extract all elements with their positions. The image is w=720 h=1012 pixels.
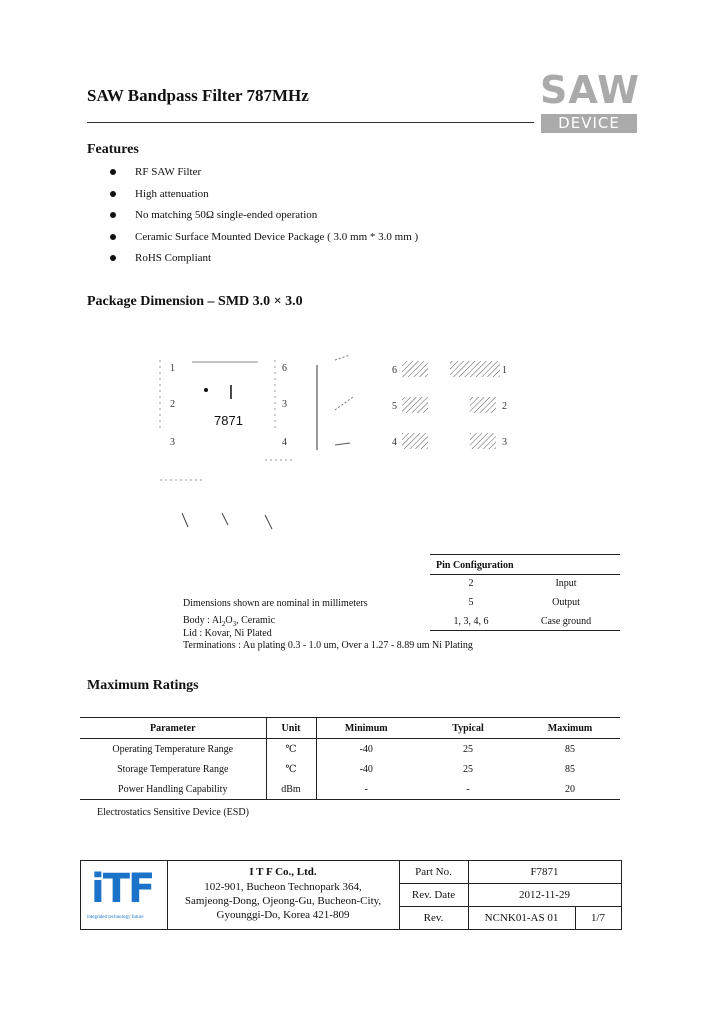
address-line: Samjeong-Dong, Ojeong-Gu, Bucheon-City, [184, 895, 382, 907]
table-cell: 85 [565, 763, 575, 775]
chip-marking: 7871 [214, 413, 243, 428]
terminations-note: Terminations : Au plating 0.3 - 1.0 um, Over a 1.27 - 8.89 um Ni Plating [183, 640, 473, 651]
table-cell: - [316, 779, 416, 800]
table-row [80, 779, 620, 800]
features-heading: Features [87, 142, 139, 157]
logo-device-text: DEVICE [558, 114, 620, 132]
table-cell: ℃ [266, 739, 316, 760]
dimension-marks [160, 480, 272, 529]
table-cell: Operating Temperature Range [80, 739, 266, 760]
pin-label: 4 [392, 437, 397, 448]
body-material: Body : $Al_2O_3$, Ceramic [183, 615, 276, 628]
pin-label: 2 [502, 401, 507, 412]
side-view [317, 355, 353, 450]
table-cell: 25 [463, 743, 473, 755]
bullet-icon [110, 169, 116, 175]
bullet-icon [110, 212, 116, 218]
bullet-icon [110, 191, 116, 197]
esd-note: Electrostatics Sensitive Device (ESD) [97, 807, 249, 818]
part-no-label: Part No. [415, 866, 452, 878]
rev-value: NCNK01-AS 01 [484, 912, 559, 924]
bullet-icon [110, 234, 116, 240]
pin-label: 2 [170, 399, 175, 410]
column-header: Parameter [80, 718, 266, 739]
company-name: I T F Co., Ltd. [249, 866, 317, 878]
logo-saw-text: SAW [540, 68, 640, 112]
rev-date-label: Rev. Date [411, 889, 456, 901]
column-header: Unit [266, 718, 316, 739]
table-header-row [80, 718, 620, 739]
table-cell: Storage Temperature Range [80, 759, 266, 779]
footer-block [80, 860, 622, 930]
lid-material: Lid : Kovar, Ni Plated [183, 628, 272, 639]
pin-label: 3 [502, 437, 507, 448]
package-heading: Package Dimension – SMD 3.0 × 3.0 [87, 294, 303, 309]
package-drawing [150, 335, 550, 535]
bullet-icon [110, 255, 116, 261]
column-header: Maximum [520, 718, 620, 739]
pin-number: 2 [468, 578, 474, 589]
top-view [160, 360, 295, 460]
part-no-value: F7871 [530, 866, 559, 878]
bottom-view [392, 361, 507, 449]
table-cell: -40 [359, 743, 373, 755]
column-header: Minimum [316, 718, 416, 739]
rev-date-value: 2012-11-29 [519, 889, 570, 901]
saw-device-logo [540, 68, 640, 134]
pin-label: 3 [282, 399, 287, 410]
title-divider [87, 122, 534, 123]
dimensions-note: Dimensions shown are nominal in millimeters [183, 598, 368, 609]
ratings-table [80, 717, 620, 800]
table-cell: 85 [565, 743, 575, 755]
table-cell: 25 [463, 763, 473, 775]
table-cell: -40 [359, 763, 373, 775]
pin-label: 3 [170, 437, 175, 448]
pin-label: 6 [282, 363, 287, 374]
pin-number: 5 [468, 597, 474, 608]
table-cell: 20 [520, 779, 620, 800]
pin-function: Output [552, 597, 580, 608]
address-line: Gyounggi-Do, Korea 421-809 [216, 909, 350, 921]
pin-label: 1 [170, 363, 175, 374]
pin-config-header-rule [430, 574, 620, 575]
rev-label: Rev. [423, 912, 444, 924]
pin-function: Case ground [540, 616, 592, 627]
page-title: SAW Bandpass Filter 787MHz [87, 86, 309, 105]
table-cell: Power Handling Capability [80, 779, 266, 800]
itf-logo: iTF integrated technology future [87, 866, 154, 920]
pin-label: 6 [392, 365, 397, 376]
pin-label: 1 [502, 365, 507, 376]
page-number: 1/7 [590, 912, 606, 924]
table-cell: - [416, 779, 520, 800]
table-row [80, 759, 620, 779]
pin-function: Input [555, 578, 577, 589]
pin-config-bottom-rule [430, 630, 620, 631]
pin-config-top-rule [430, 554, 620, 555]
table-cell: ℃ [266, 759, 316, 779]
pin-config-heading: Pin Configuration [436, 560, 514, 571]
table-row [80, 739, 620, 760]
address-line: 102-901, Bucheon Technopark 364, [204, 881, 362, 893]
table-cell: dBm [266, 779, 316, 800]
pin-label: 5 [392, 401, 397, 412]
pin-label: 4 [282, 437, 287, 448]
column-header: Typical [416, 718, 520, 739]
ratings-heading: Maximum Ratings [87, 678, 199, 693]
pin-number: 1, 3, 4, 6 [453, 616, 489, 627]
